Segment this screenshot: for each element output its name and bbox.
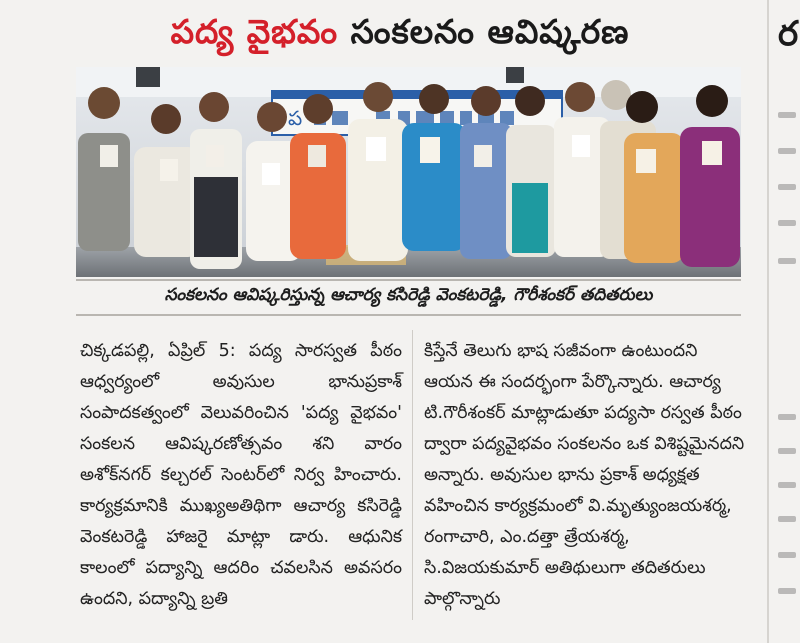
adjacent-article-column: [772, 0, 800, 643]
article-paragraph: కిస్తేనే తెలుగు భాష సజీవంగా ఉంటుందని ఆయన ఈ సందర్భంగా పేర్కొన్నారు. ఆచార్య టి.గౌరీశంకర్ మాట్లాడుతూ పద్యసా రస్వత పీఠం ద్వారా పద్యవైభవం సంకలనం ఒక విశిష్టమైనదని అన్నారు. అవుసుల భాను ప్రకాశ్ అధ్యక్షత వహించిన కార్యక్రమంలో వి.మృత్యుంజయశర్మ, రంగాచారి, ఎం.దత్తా త్రేయశర్మ, సి.విజయకుమార్ అతిథులుగా తదితరులు పాల్గొన్నారు: [424, 341, 745, 609]
adjacent-text-line: [778, 220, 796, 226]
adjacent-text-line: [778, 184, 796, 190]
headline-red-part: పద్య వైభవం: [170, 12, 339, 51]
adjacent-text-line: [778, 448, 796, 454]
banner-text: ప: [288, 106, 303, 130]
adjacent-text-line: [778, 414, 796, 420]
caption-top-rule: [76, 279, 741, 281]
headline: [0, 6, 800, 58]
column-divider-right: [767, 0, 769, 643]
adjacent-text-line: [778, 588, 796, 594]
adjacent-text-line: [778, 148, 796, 154]
article-right-column: [424, 336, 746, 615]
adjacent-text-line: [778, 112, 796, 118]
photo-caption: సంకలనం ఆవిష్కరిస్తున్న ఆచార్య కసిరెడ్డి వెంకటరెడ్డి, గౌరీశంకర్ తదితరులు: [164, 285, 653, 305]
article-left-column: [80, 336, 402, 615]
adjacent-text-line: [778, 516, 796, 522]
caption-bottom-rule: [76, 314, 741, 316]
event-photo: [76, 67, 741, 277]
adjacent-text-line: [778, 552, 796, 558]
article-paragraph: చిక్కడపల్లి, ఏప్రిల్ 5: పద్య సారస్వత పీఠం ఆధ్వర్యంలో అవుసుల భానుప్రకాశ్ సంపాదకత్వంలో వెలువరించిన 'పద్య వైభవం' సంకలన ఆవిష్కరణోత్సవం శని వారం అశోక్‌నగర్ కల్చరల్ సెంటర్‌లో నిర్వ హించారు. కార్యక్రమానికి ముఖ్యఅతిథిగా ఆచార్య కసిరెడ్డి వెంకటరెడ్డి హాజరై మాట్లా డారు. ఆధునిక కాలంలో పద్యాన్ని ఆదరిం చవలసిన అవసరం ఉందని, పద్యాన్ని బ్రతి: [80, 341, 402, 609]
headline-black-part: సంకలనం ఆవిష్కరణ: [338, 12, 630, 51]
article-column-divider: [412, 330, 413, 620]
adjacent-text-line: [778, 482, 796, 488]
adjacent-headline-fragment: ర: [778, 14, 799, 54]
adjacent-text-line: [778, 258, 796, 264]
